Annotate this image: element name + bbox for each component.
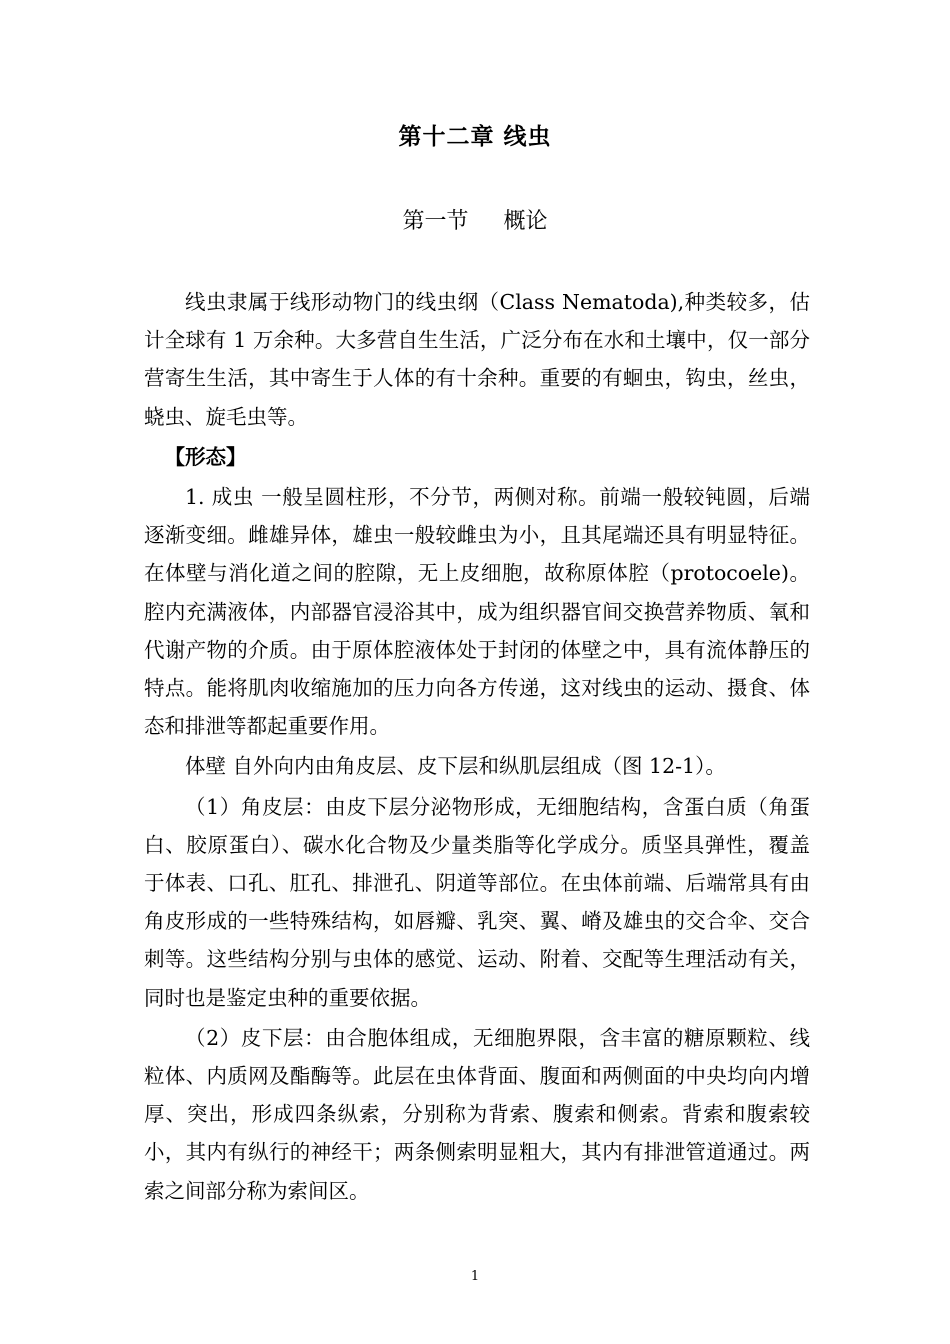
page-number: 1 xyxy=(470,1269,480,1284)
paragraph-adult: 1. 成虫 一般呈圆柱形，不分节，两侧对称。前端一般较钝圆，后端逐渐变细。雌雄异体，雄虫一般较雌虫为小，且其尾端还具有明显特征。在体壁与消化道之间的腔隙，无上皮细胞，故称原体腔（protocoele)。腔内充满液体，内部器官浸浴其中，成为组织器官间交换营养物质、氧和代谢产物的介质。由于原体腔液体处于封闭的体壁之中，具有流体静压的特点。能将肌肉收缩施加的压力向各方传递，这对线虫的运动、摄食、体态和排泄等都起重要作用。 xyxy=(144,485,810,739)
paragraph-body-wall: 体壁 自外向内由角皮层、皮下层和纵肌层组成（图 12-1）。 xyxy=(185,754,726,779)
body-text xyxy=(144,283,810,1210)
section-title: 第一节 概论 xyxy=(402,209,548,234)
chapter-title: 第十二章 线虫 xyxy=(398,123,552,150)
paragraph-cuticle: （1）角皮层：由皮下层分泌物形成，无细胞结构，含蛋白质（角蛋白、胶原蛋白）、碳水化合物及少量类脂等化学成分。质坚具弹性，覆盖于体表、口孔、肛孔、排泄孔、阴道等部位。在虫体前端、后端常具有由角皮形成的一些特殊结构，如唇瓣、乳突、翼、嵴及雄虫的交合伞、交合刺等。这些结构分别与虫体的感觉、运动、附着、交配等生理活动有关，同时也是鉴定虫种的重要依据。 xyxy=(144,794,810,1010)
paragraph-intro: 线虫隶属于线形动物门的线虫纲（Class Nematoda),种类较多，估计全球有 1 万余种。大多营自生生活，广泛分布在水和土壤中，仅一部分营寄生生活，其中寄生于人体的有十余种。重要的有蛔虫，钩虫，丝虫，蛲虫、旋毛虫等。 xyxy=(144,290,810,429)
paragraph-hypodermis: （2）皮下层：由合胞体组成，无细胞界限，含丰富的糖原颗粒、线粒体、内质网及酯酶等。此层在虫体背面、腹面和两侧面的中央均向内增厚、突出，形成四条纵索，分别称为背索、腹索和侧索。背索和腹索较小，其内有纵行的神经干；两条侧索明显粗大，其内有排泄管道通过。两索之间部分称为索间区。 xyxy=(144,1025,810,1203)
heading-morphology: 【形态】 xyxy=(164,444,247,469)
